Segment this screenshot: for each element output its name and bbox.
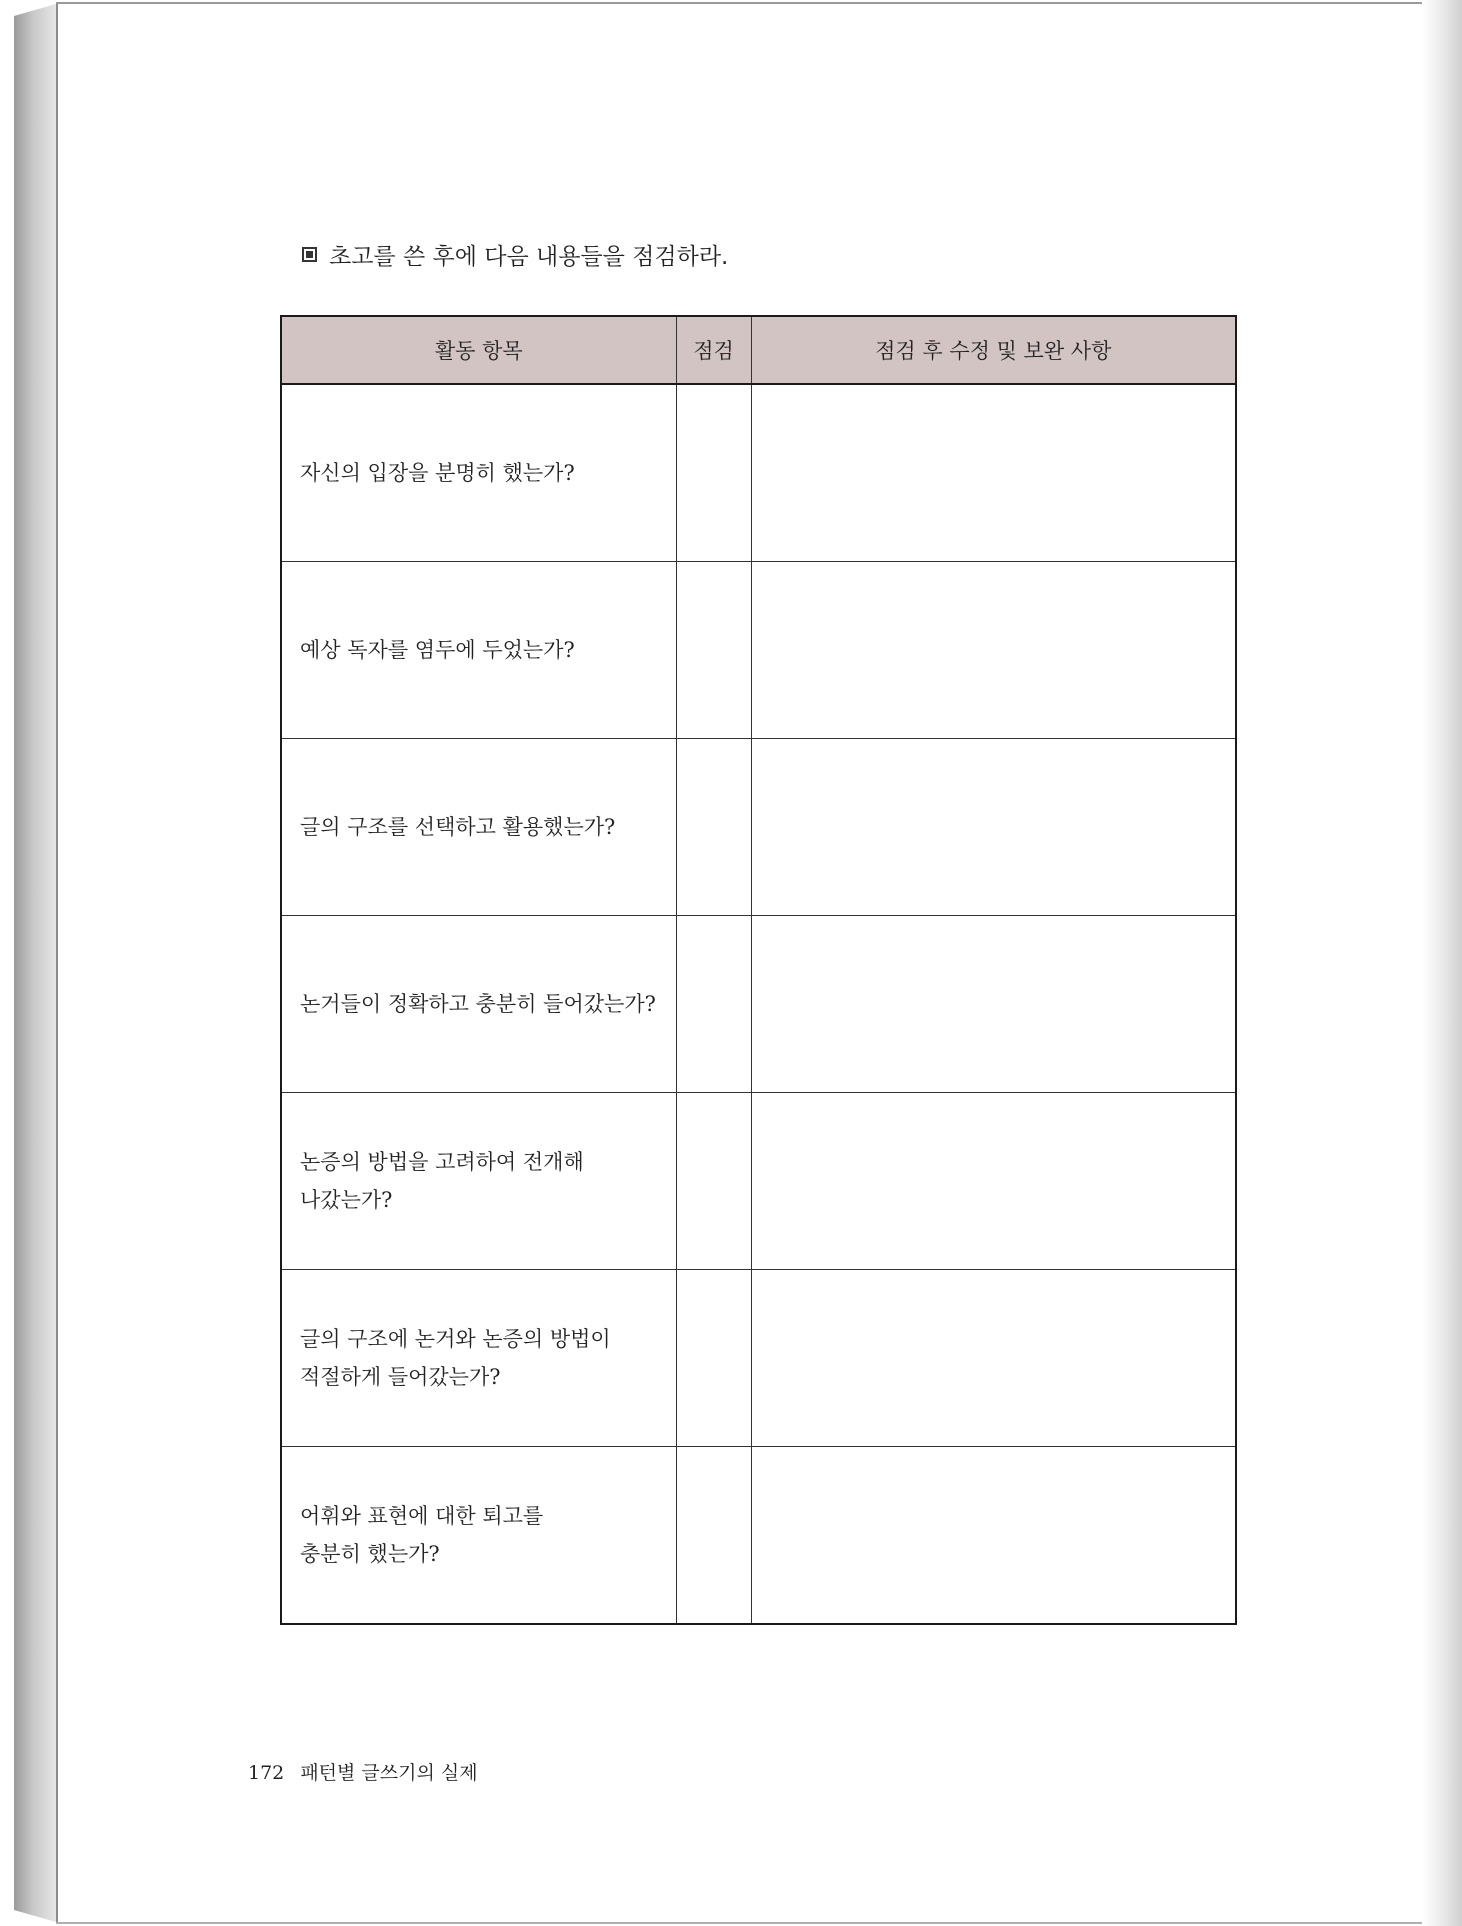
header-revision-notes: 점검 후 수정 및 보완 사항 — [751, 316, 1236, 384]
page-top-edge — [56, 2, 1436, 4]
check-cell[interactable] — [676, 1270, 751, 1447]
header-check: 점검 — [676, 316, 751, 384]
activity-item-cell — [281, 739, 676, 916]
page-spine-line — [56, 4, 58, 1922]
activity-item-text: 논거들이 정확하고 충분히 들어갔는가? — [300, 992, 656, 1016]
activity-item-text: 글의 구조를 선택하고 활용했는가? — [300, 815, 616, 839]
activity-item-text: 글의 구조에 논거와 논증의 방법이 적절하게 들어갔는가? — [300, 1327, 611, 1389]
check-cell[interactable] — [676, 739, 751, 916]
revision-notes-cell[interactable] — [751, 384, 1236, 562]
table-row — [281, 1270, 1236, 1447]
revision-notes-cell[interactable] — [751, 1447, 1236, 1625]
activity-item-cell — [281, 384, 676, 562]
table-row — [281, 1447, 1236, 1625]
activity-item-cell — [281, 1447, 676, 1625]
check-cell[interactable] — [676, 1447, 751, 1625]
page-stack-edge — [14, 4, 56, 1922]
table-row — [281, 384, 1236, 562]
table-row — [281, 562, 1236, 739]
table-header-row — [281, 316, 1236, 384]
page-right-shadow — [1422, 0, 1462, 1926]
revision-notes-cell[interactable] — [751, 739, 1236, 916]
table-row — [281, 1093, 1236, 1270]
activity-item-text: 예상 독자를 염두에 두었는가? — [300, 638, 575, 662]
activity-item-text: 자신의 입장을 분명히 했는가? — [300, 461, 575, 485]
running-title: 패턴별 글쓰기의 실제 — [300, 1762, 478, 1784]
page-bottom-edge — [56, 1922, 1436, 1924]
activity-item-cell — [281, 916, 676, 1093]
check-cell[interactable] — [676, 384, 751, 562]
revision-notes-cell[interactable] — [751, 1093, 1236, 1270]
table-row — [281, 916, 1236, 1093]
activity-item-cell — [281, 562, 676, 739]
check-cell[interactable] — [676, 1093, 751, 1270]
table-row — [281, 739, 1236, 916]
header-activity-item: 활동 항목 — [281, 316, 676, 384]
activity-item-text: 논증의 방법을 고려하여 전개해 나갔는가? — [300, 1150, 584, 1212]
activity-item-text: 어휘와 표현에 대한 퇴고를 충분히 했는가? — [300, 1504, 544, 1566]
activity-item-cell — [281, 1093, 676, 1270]
instruction-line — [302, 238, 728, 271]
revision-notes-cell[interactable] — [751, 562, 1236, 739]
revision-notes-cell[interactable] — [751, 1270, 1236, 1447]
check-cell[interactable] — [676, 562, 751, 739]
page-number: 172 — [248, 1762, 285, 1784]
check-cell[interactable] — [676, 916, 751, 1093]
square-bullet-icon — [302, 247, 317, 262]
page-footer — [248, 1758, 478, 1785]
checklist-table — [280, 315, 1237, 1625]
activity-item-cell — [281, 1270, 676, 1447]
revision-notes-cell[interactable] — [751, 916, 1236, 1093]
instruction-text: 초고를 쓴 후에 다음 내용들을 점검하라. — [329, 244, 729, 270]
